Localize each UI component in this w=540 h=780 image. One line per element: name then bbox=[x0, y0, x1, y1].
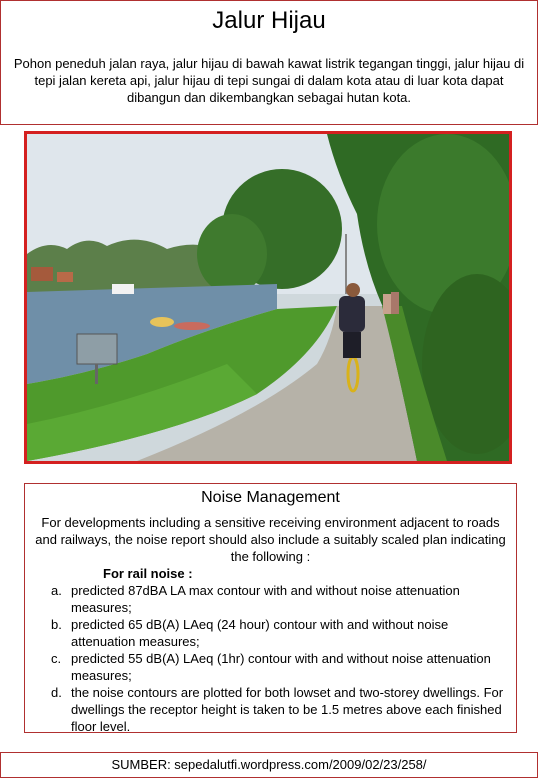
distant-house bbox=[57, 272, 73, 282]
distant-cyclist bbox=[383, 294, 391, 314]
noise-management-section bbox=[24, 483, 517, 733]
header-section bbox=[0, 0, 538, 125]
source-footer bbox=[0, 752, 538, 778]
boat bbox=[174, 322, 210, 330]
lamp-post bbox=[345, 234, 347, 294]
list-item-text: predicted 87dBA LA max contour with and without noise attenuation measures; bbox=[71, 583, 460, 615]
list-item-text: predicted 55 dB(A) LAeq (1hr) contour with and without noise attenuation measures; bbox=[71, 651, 491, 683]
list-item-letter: b. bbox=[51, 617, 62, 632]
notes-heading: Noise Management bbox=[201, 489, 340, 506]
list-item-letter: a. bbox=[51, 583, 62, 598]
list-item-text: the noise contours are plotted for both lowset and two-storey dwellings. For dwellings the receptor height is taken to be 1.5 metres above each finished floor level. bbox=[71, 685, 504, 734]
tree-cluster bbox=[197, 214, 267, 294]
list-item bbox=[25, 582, 516, 616]
rail-noise-heading: For rail noise : bbox=[103, 566, 193, 581]
list-item bbox=[25, 684, 516, 735]
distant-house bbox=[31, 267, 53, 281]
list-item-letter: d. bbox=[51, 685, 62, 700]
list-item bbox=[25, 616, 516, 650]
list-item bbox=[25, 650, 516, 684]
photo-canal-cyclist bbox=[24, 131, 512, 464]
boat bbox=[112, 284, 134, 294]
distant-cyclist bbox=[391, 292, 399, 314]
page-title: Jalur Hijau bbox=[212, 7, 326, 34]
intro-paragraph: Pohon peneduh jalan raya, jalur hijau di bawah kawat listrik tegangan tinggi, jalur hijau di tepi jalan kereta api, jalur hijau di tepi sungai di dalam kota atau di luar kota dapat dibangun dan dikembangkan sebagai hutan kota. bbox=[13, 56, 525, 105]
photo-illustration bbox=[27, 134, 509, 461]
list-item-text: predicted 65 dB(A) LAeq (24 hour) contour with and without noise attenuation measures; bbox=[71, 617, 449, 649]
roadside-sign bbox=[77, 334, 117, 364]
source-text: SUMBER: sepedalutfi.wordpress.com/2009/02/23/258/ bbox=[111, 757, 427, 772]
notes-intro: For developments including a sensitive receiving environment adjacent to roads and railways, the noise report should also include a suitably scaled plan indicating the following : bbox=[35, 515, 506, 564]
list-item-letter: c. bbox=[51, 651, 62, 666]
sign-post bbox=[95, 364, 98, 384]
boat bbox=[150, 317, 174, 327]
